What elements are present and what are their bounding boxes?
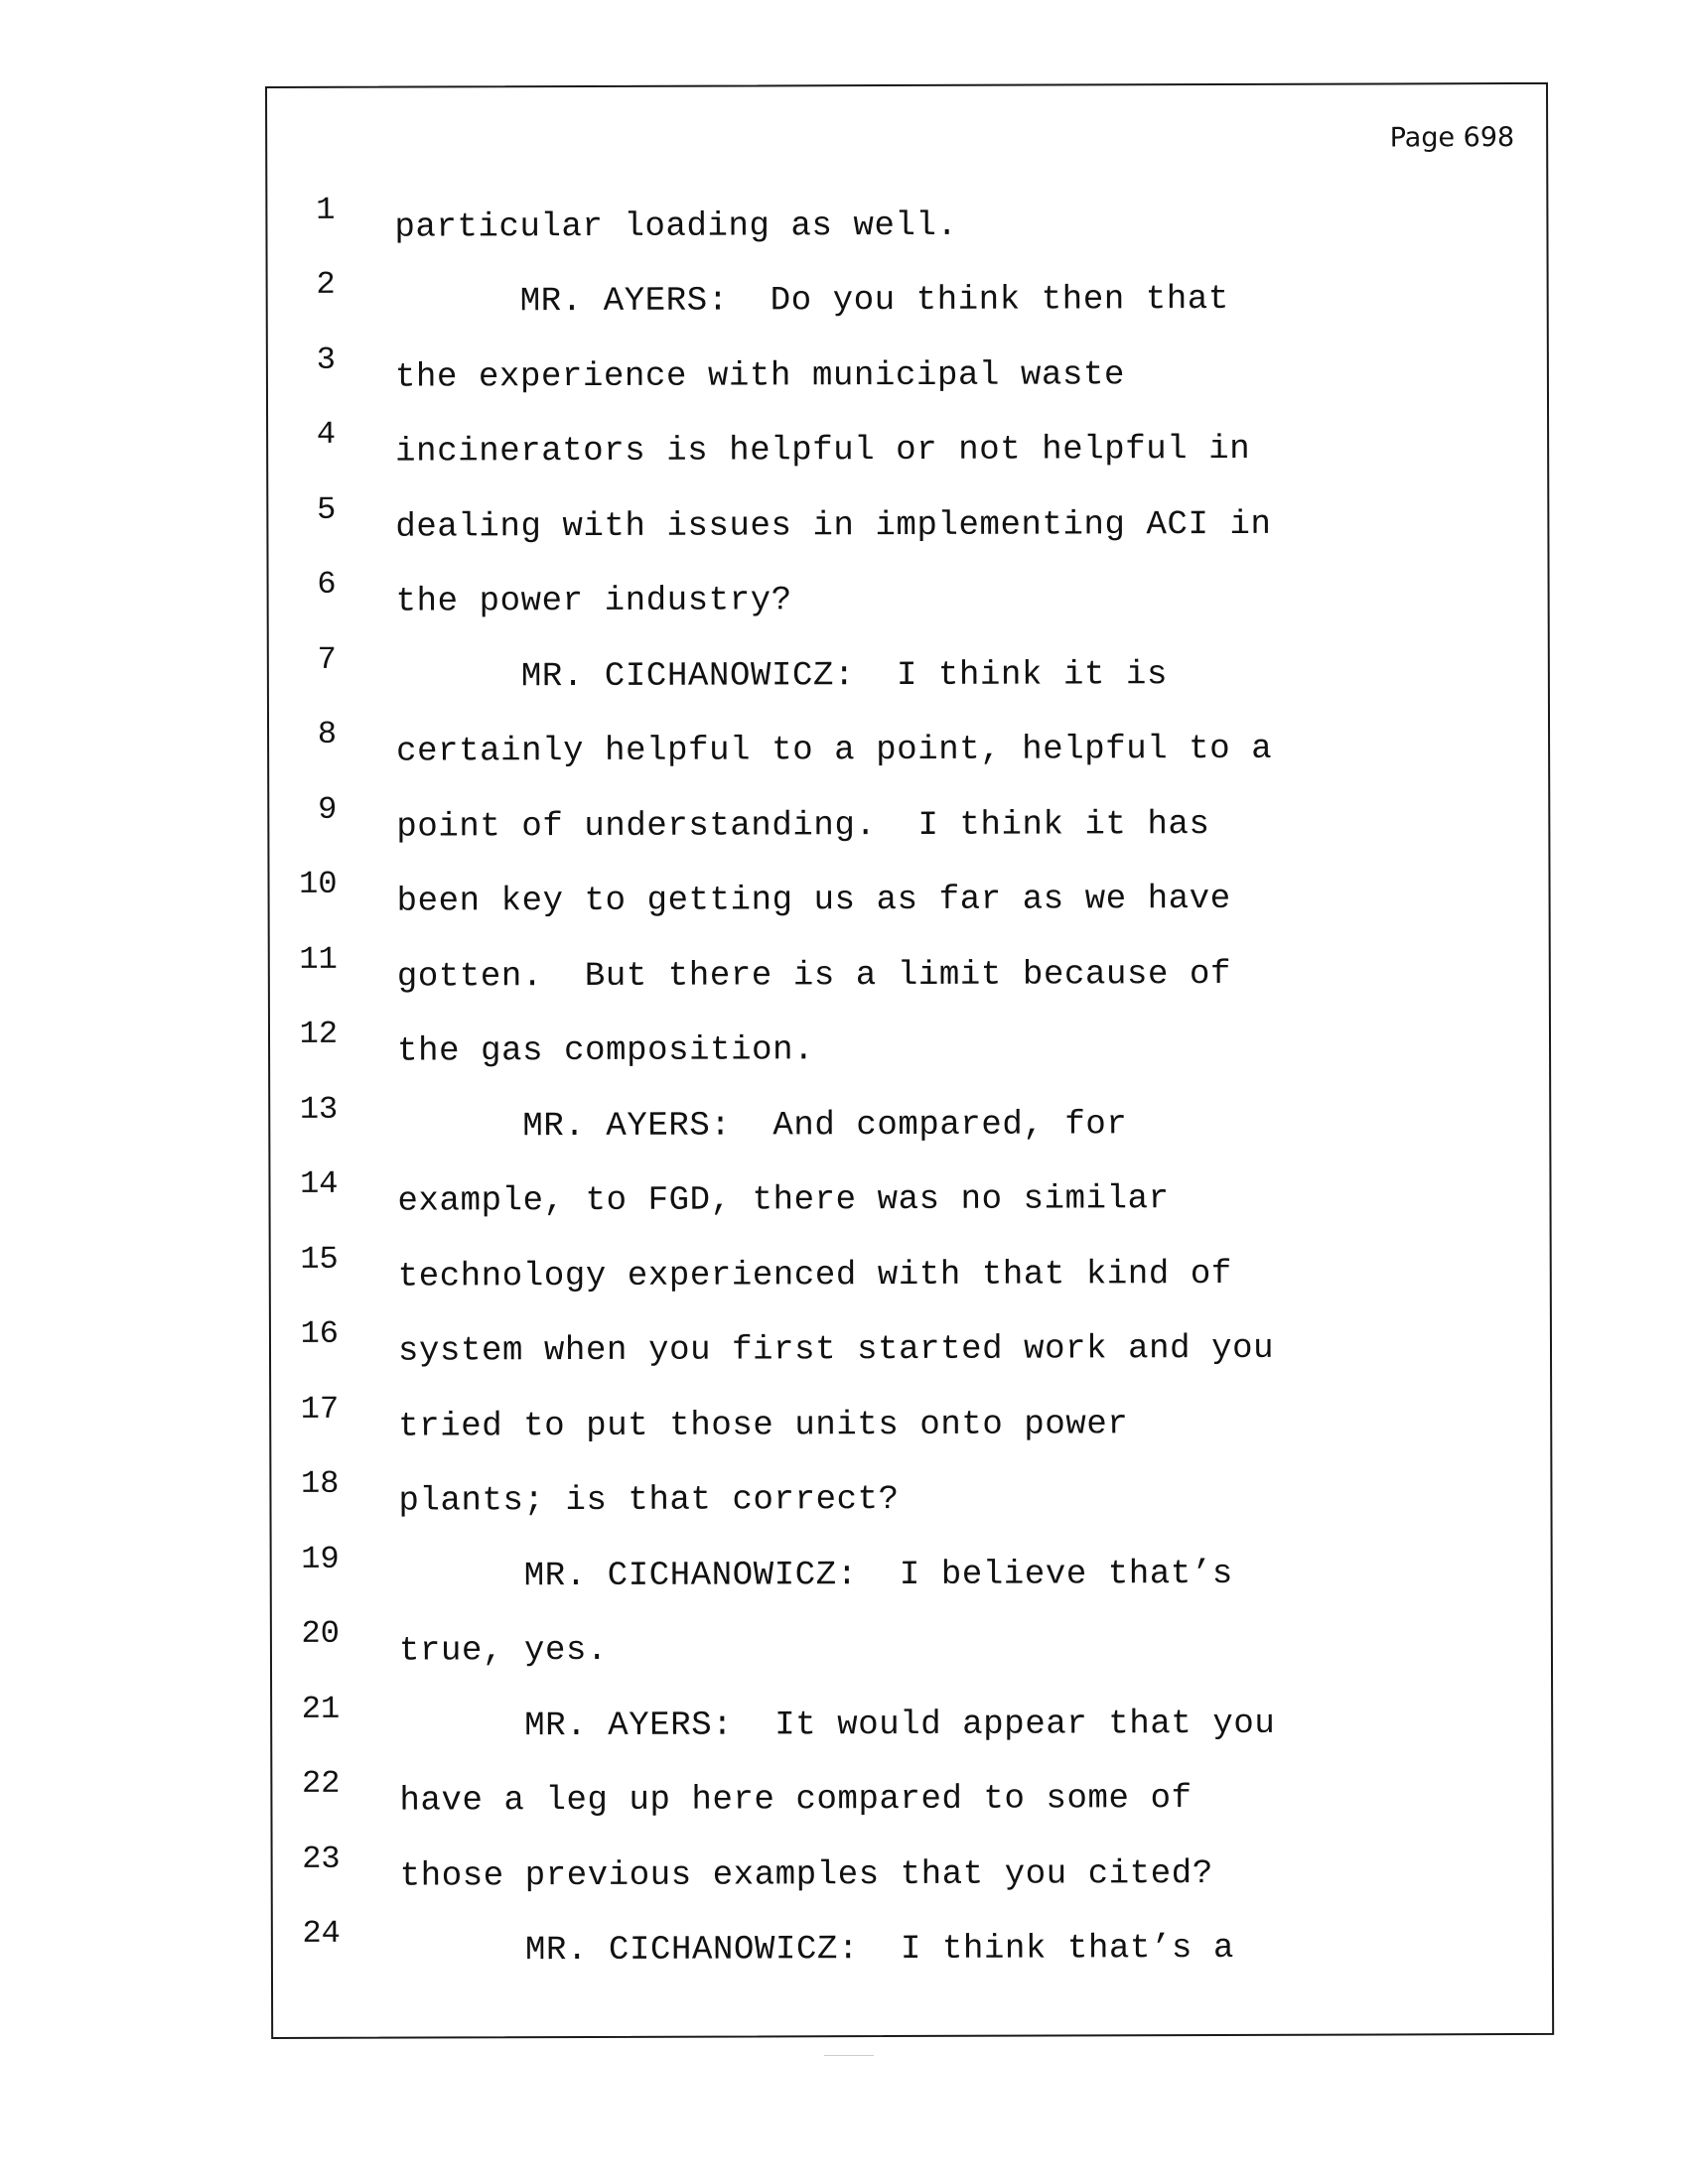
line-text: those previous examples that you cited? xyxy=(399,1855,1213,1896)
scan-artifact-divider xyxy=(824,2055,874,2056)
line-text: point of understanding. I think it has xyxy=(396,806,1210,847)
transcript-line xyxy=(269,767,1210,847)
transcript-line xyxy=(268,468,1272,547)
line-text: dealing with issues in implementing ACI in xyxy=(395,505,1272,547)
transcript-line xyxy=(270,1142,1170,1221)
line-text: the gas composition. xyxy=(396,1031,815,1071)
line-text: technology experienced with that kind of xyxy=(397,1255,1232,1297)
transcript-line xyxy=(271,1217,1232,1297)
transcript-page-frame xyxy=(265,82,1554,2039)
line-number: 13 xyxy=(299,1090,339,1128)
line-text: example, to FGD, there was no similar xyxy=(397,1180,1170,1221)
line-number: 8 xyxy=(317,715,338,752)
line-text: MR. AYERS: It would appear that you xyxy=(399,1705,1276,1746)
line-number: 14 xyxy=(300,1164,339,1202)
transcript-line xyxy=(272,1741,1193,1821)
line-text: particular loading as well. xyxy=(394,206,958,247)
transcript-line xyxy=(269,842,1231,921)
line-text: MR. CICHANOWICZ: I think that’s a xyxy=(399,1929,1235,1971)
line-number: 19 xyxy=(301,1540,340,1577)
transcript-line xyxy=(271,1441,900,1521)
line-text: MR. CICHANOWICZ: I believe that’s xyxy=(398,1555,1233,1596)
transcript-line xyxy=(268,318,1126,397)
page-number: Page 698 xyxy=(1389,122,1515,154)
line-text: system when you first started work and you xyxy=(397,1329,1275,1371)
transcript-line xyxy=(269,617,1169,697)
transcript-line xyxy=(272,1667,1276,1746)
line-number: 1 xyxy=(316,191,336,228)
transcript-line xyxy=(268,542,792,621)
line-text: MR. AYERS: Do you think then that xyxy=(394,280,1229,322)
transcript-line xyxy=(267,242,1229,322)
transcript-line xyxy=(270,992,815,1071)
line-number: 5 xyxy=(317,490,337,528)
line-text: plants; is that correct? xyxy=(398,1481,900,1521)
line-number: 12 xyxy=(299,1015,339,1052)
line-text: certainly helpful to a point, helpful to a xyxy=(396,730,1273,771)
line-text: gotten. But there is a limit because of xyxy=(396,955,1232,997)
transcript-line xyxy=(268,392,1251,472)
line-number: 17 xyxy=(300,1390,340,1428)
line-number: 7 xyxy=(317,640,337,678)
line-text: tried to put those units onto power xyxy=(398,1406,1129,1446)
transcript-line xyxy=(271,1367,1129,1446)
line-text: true, yes. xyxy=(398,1631,609,1671)
transcript-line xyxy=(270,917,1232,997)
transcript-line xyxy=(272,1817,1213,1896)
line-number: 23 xyxy=(302,1840,341,1877)
line-number: 15 xyxy=(300,1240,339,1278)
line-number: 24 xyxy=(302,1914,341,1952)
transcript-line xyxy=(272,1591,609,1671)
line-number: 20 xyxy=(301,1614,340,1652)
transcript-line xyxy=(270,1067,1128,1147)
line-number: 3 xyxy=(316,341,336,378)
line-number: 6 xyxy=(317,565,337,603)
transcript-line xyxy=(272,1517,1233,1596)
line-text: incinerators is helpful or not helpful in xyxy=(395,430,1251,472)
line-number: 4 xyxy=(316,415,337,453)
transcript-line xyxy=(271,1292,1275,1371)
transcript-line xyxy=(269,692,1273,771)
line-text: have a leg up here compared to some of xyxy=(399,1780,1193,1821)
transcript-line xyxy=(273,1891,1235,1971)
line-number: 11 xyxy=(299,940,338,978)
line-number: 10 xyxy=(299,865,338,902)
line-text: the power industry? xyxy=(395,582,792,621)
line-number: 2 xyxy=(316,265,336,303)
line-number: 16 xyxy=(300,1314,340,1352)
line-text: MR. AYERS: And compared, for xyxy=(397,1106,1128,1147)
transcript-line xyxy=(267,168,958,247)
line-number: 22 xyxy=(301,1764,341,1802)
line-number: 9 xyxy=(318,790,338,828)
line-number: 18 xyxy=(300,1464,340,1502)
line-text: MR. CICHANOWICZ: I think it is xyxy=(395,656,1169,697)
line-text: been key to getting us as far as we have xyxy=(396,880,1231,921)
line-text: the experience with municipal waste xyxy=(394,356,1126,397)
line-number: 21 xyxy=(301,1690,341,1727)
